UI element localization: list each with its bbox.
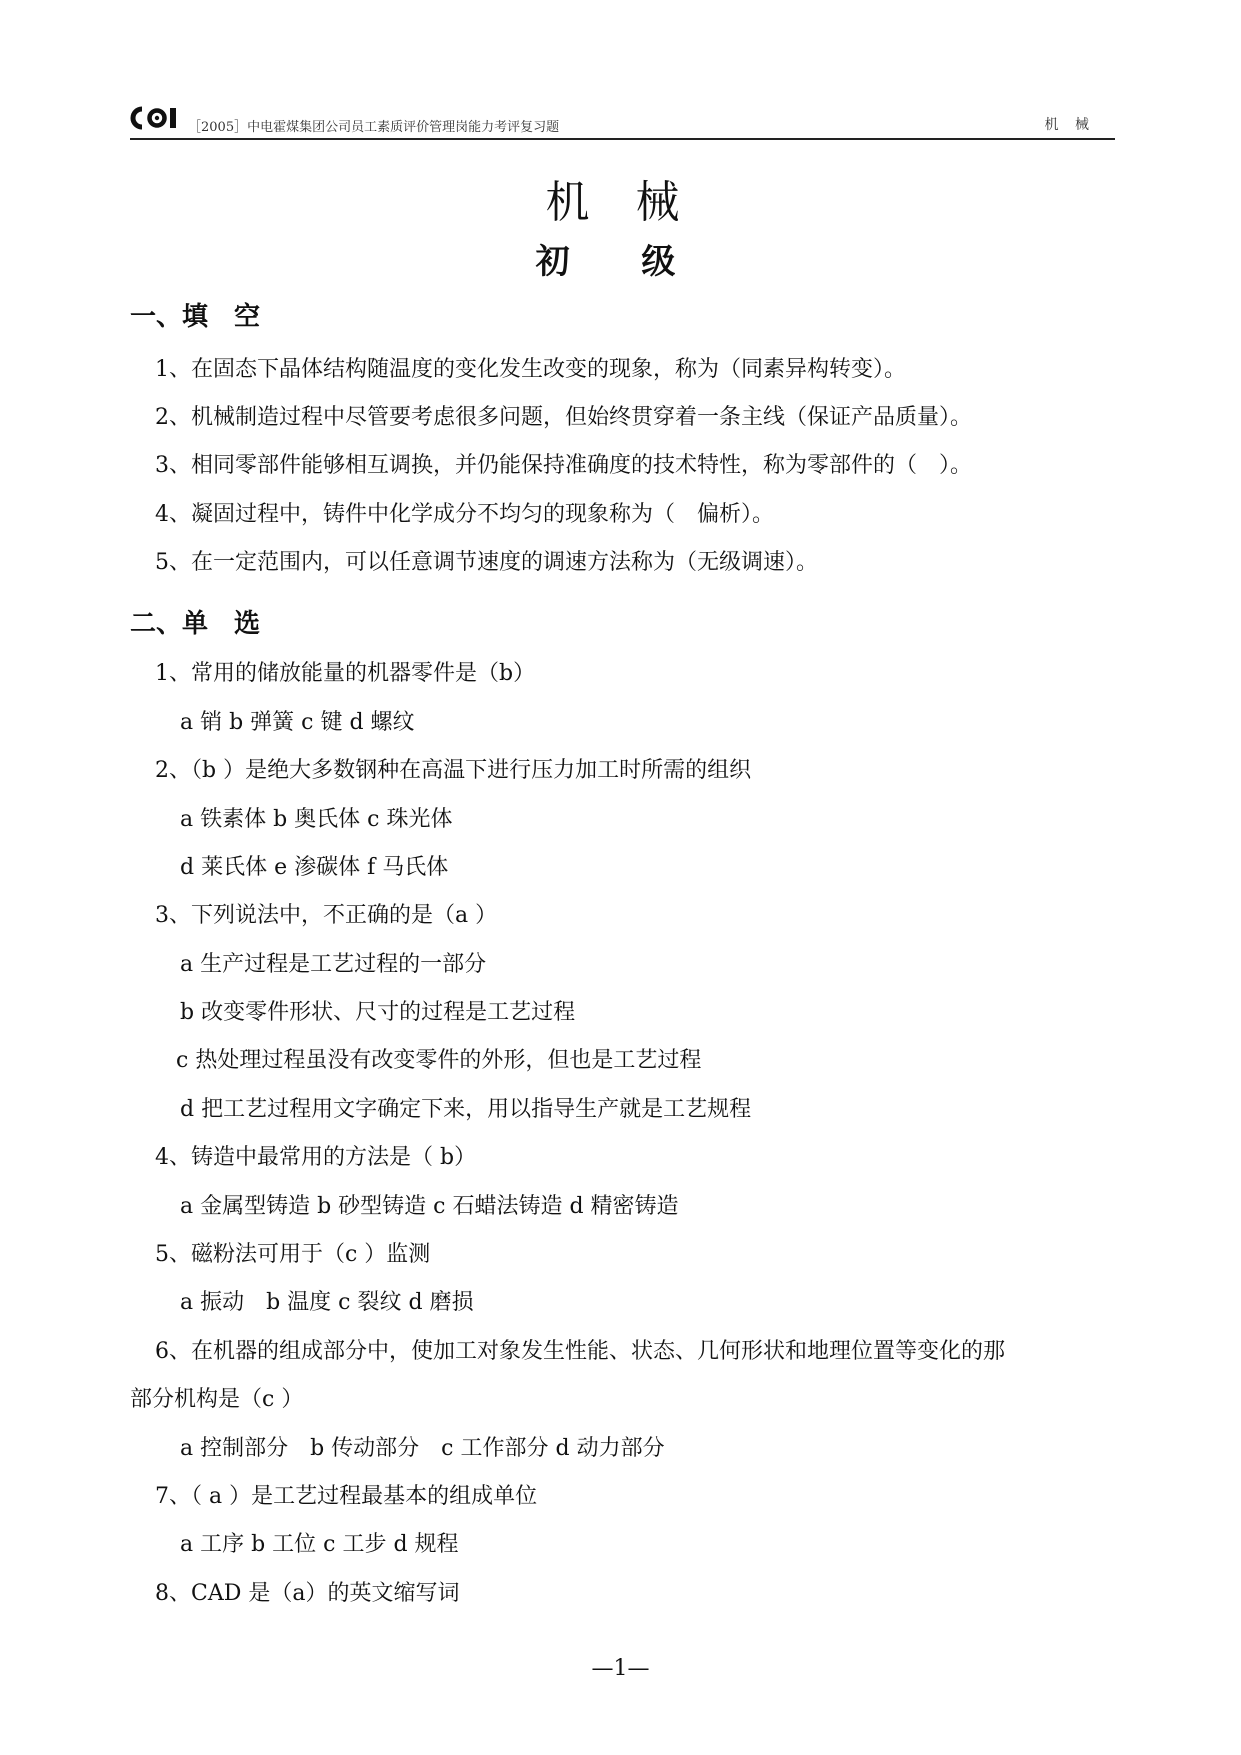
question-8: 8、CAD 是（a）的英文缩写词 (155, 1581, 460, 1606)
question-3-option-c: c 热处理过程虽没有改变零件的外形，但也是工艺过程 (176, 1048, 702, 1073)
section-heading-single-choice: 二、单 选 (130, 609, 261, 639)
fill-blank-item-2: 2、机械制造过程中尽管要考虑很多问题，但始终贯穿着一条主线（保证产品质量）。 (155, 405, 972, 430)
header-title: ［2005］中电霍煤集团公司员工素质评价管理岗能力考评复习题 (188, 120, 560, 135)
question-5: 5、磁粉法可用于（c ）监测 (155, 1242, 431, 1267)
page-number: —1— (591, 1656, 650, 1681)
question-3-option-d: d 把工艺过程用文字确定下来，用以指导生产就是工艺规程 (180, 1097, 752, 1122)
question-7-options: a 工序 b 工位 c 工步 d 规程 (180, 1532, 459, 1557)
question-2: 2、（b ）是绝大多数钢种在高温下进行压力加工时所需的组织 (155, 758, 752, 783)
section-heading-fill-blank: 一、填 空 (130, 302, 261, 332)
question-1-options: a 销 b 弹簧 c 键 d 螺纹 (180, 710, 415, 735)
question-4-options: a 金属型铸造 b 砂型铸造 c 石蜡法铸造 d 精密铸造 (180, 1194, 679, 1219)
question-3-option-b: b 改变零件形状、尺寸的过程是工艺过程 (180, 1000, 576, 1025)
fill-blank-item-4: 4、凝固过程中，铸件中化学成分不均匀的现象称为（ 偏析）。 (155, 502, 774, 527)
question-6-continuation: 部分机构是（c ） (130, 1387, 304, 1412)
header-subject: 机 械 (1044, 117, 1095, 133)
question-7: 7、（ a ）是工艺过程最基本的组成单位 (155, 1484, 538, 1509)
fill-blank-item-5: 5、在一定范围内，可以任意调节速度的调速方法称为（无级调速）。 (155, 550, 818, 575)
fill-blank-item-3: 3、相同零部件能够相互调换，并仍能保持准确度的技术特性，称为零部件的（ ）。 (155, 453, 972, 478)
page-header (130, 104, 1115, 140)
question-3: 3、下列说法中，不正确的是（a ） (155, 903, 498, 928)
question-2-options-line-1: a 铁素体 b 奥氏体 c 珠光体 (180, 807, 453, 832)
question-5-options: a 振动 b 温度 c 裂纹 d 磨损 (180, 1290, 474, 1315)
question-6: 6、在机器的组成部分中，使加工对象发生性能、状态、几何形状和地理位置等变化的那 (155, 1339, 1005, 1364)
document-level: 初 级 (535, 242, 706, 282)
question-2-options-line-2: d 莱氏体 e 渗碳体 f 马氏体 (180, 855, 449, 880)
fill-blank-item-1: 1、在固态下晶体结构随温度的变化发生改变的现象，称为（同素异构转变）。 (155, 357, 906, 382)
document-title: 机 械 (545, 177, 696, 228)
question-1: 1、常用的储放能量的机器零件是（b） (155, 661, 536, 686)
question-6-options: a 控制部分 b 传动部分 c 工作部分 d 动力部分 (180, 1436, 665, 1461)
question-3-option-a: a 生产过程是工艺过程的一部分 (180, 952, 487, 977)
question-4: 4、铸造中最常用的方法是（ b） (155, 1145, 477, 1170)
company-logo-icon (130, 106, 184, 130)
